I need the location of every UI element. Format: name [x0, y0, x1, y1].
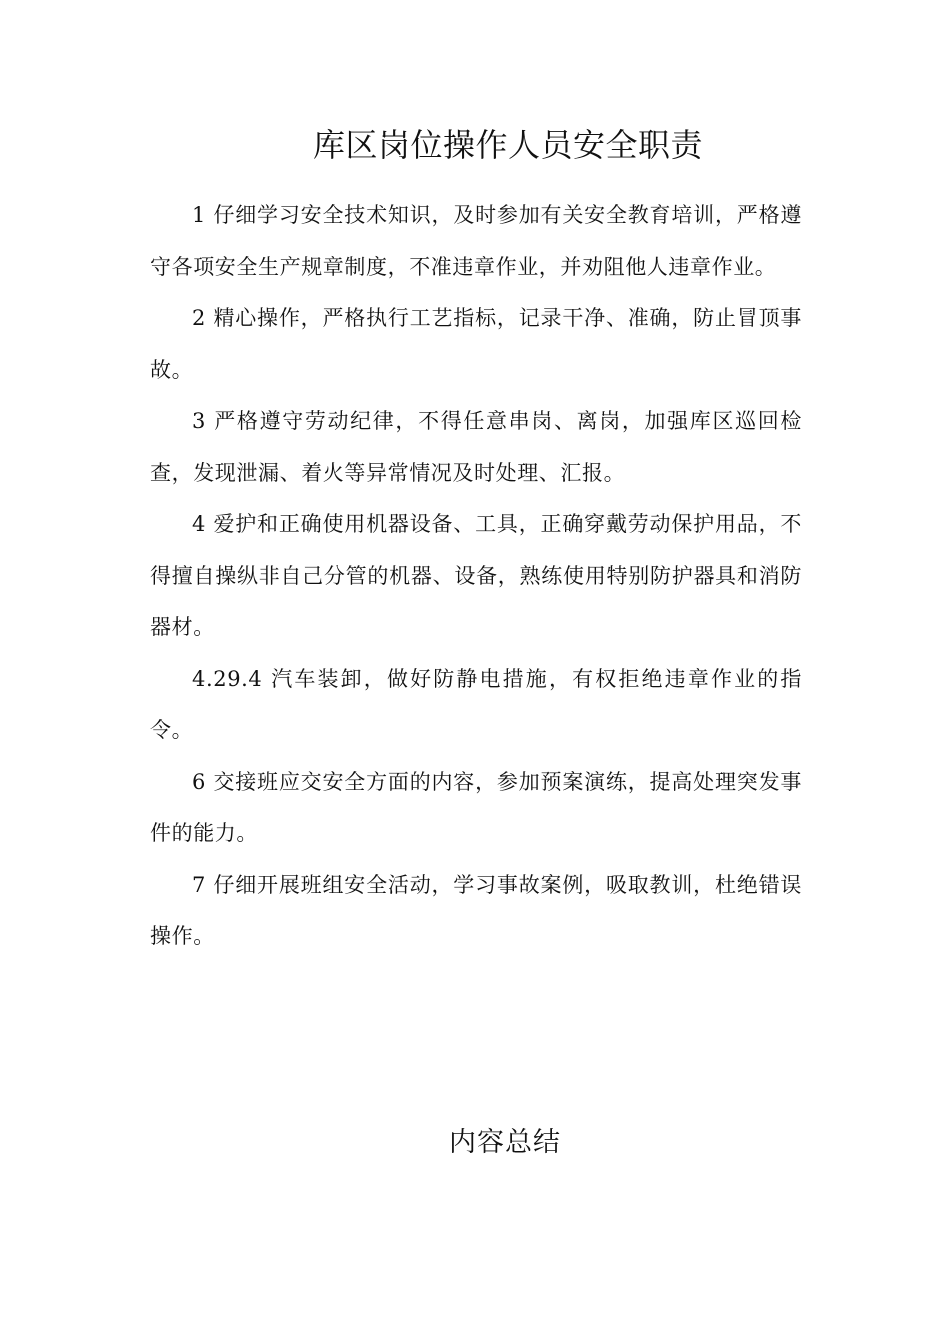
paragraph-3: 3 严格遵守劳动纪律，不得任意串岗、离岗，加强库区巡回检查，发现泄漏、着火等异常情况及时处理、汇报。: [150, 409, 802, 485]
paragraph-5: 4.29.4 汽车装卸，做好防静电措施，有权拒绝违章作业的指令。: [150, 666, 802, 742]
document-body: [150, 190, 802, 963]
paragraph-4: 4 爱护和正确使用机器设备、工具，正确穿戴劳动保护用品，不得擅自操纵非自己分管的机器、设备，熟练使用特别防护器具和消防器材。: [150, 512, 802, 639]
summary-title: 内容总结: [449, 1127, 561, 1158]
paragraph-2: 2 精心操作，严格执行工艺指标，记录干净、准确，防止冒顶事故。: [150, 306, 802, 382]
paragraph-1: 1 仔细学习安全技术知识，及时参加有关安全教育培训，严格遵守各项安全生产规章制度，不准违章作业，并劝阻他人违章作业。: [150, 203, 802, 279]
paragraph-7: 7 仔细开展班组安全活动，学习事故案例，吸取教训，杜绝错误操作。: [150, 872, 802, 948]
paragraph-6: 6 交接班应交安全方面的内容，参加预案演练，提高处理突发事件的能力。: [150, 769, 802, 845]
document-title: 库区岗位操作人员安全职责: [312, 126, 703, 164]
